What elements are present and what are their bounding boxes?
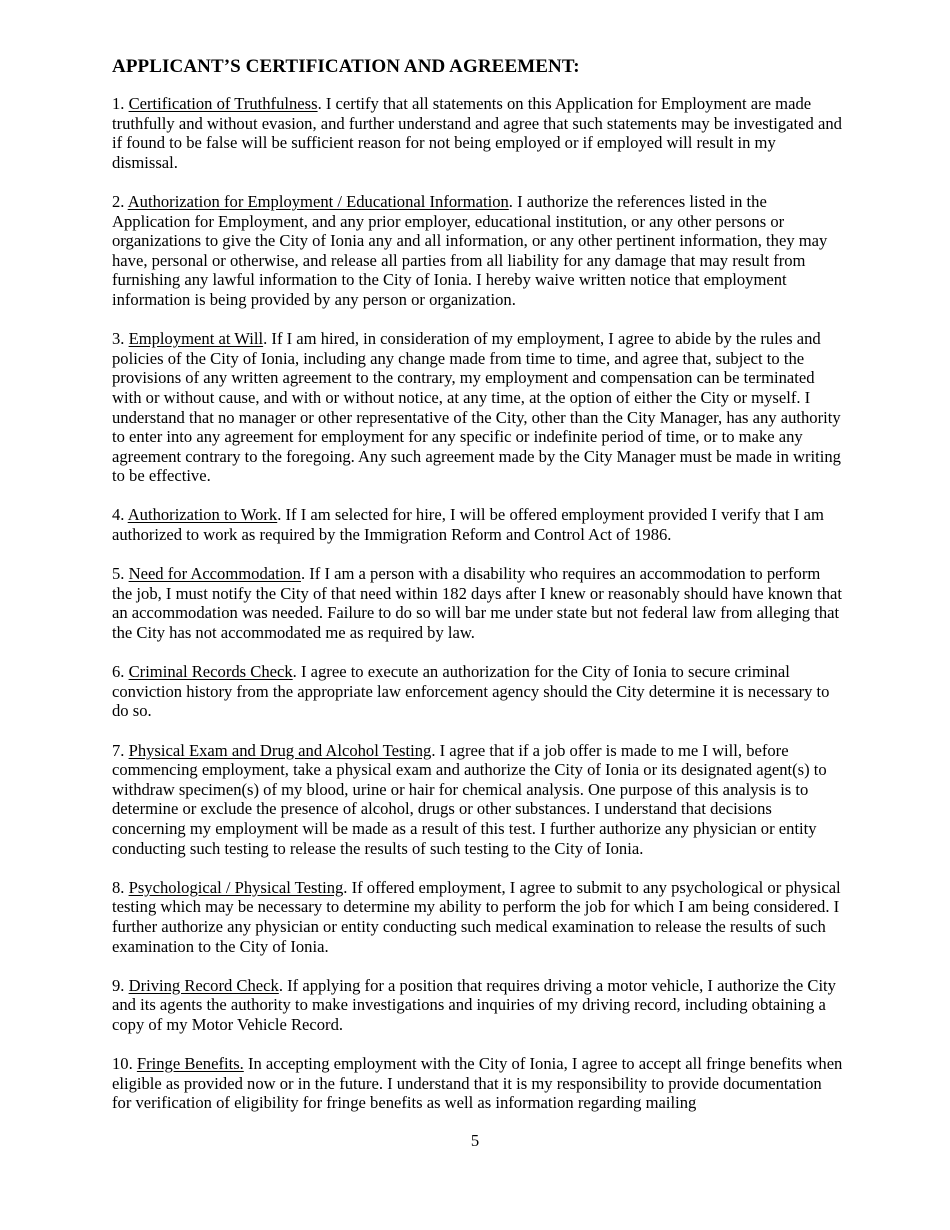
clause-title: Criminal Records Check (128, 662, 293, 682)
clause-4 (112, 505, 844, 544)
clause-title: Fringe Benefits. (136, 1054, 244, 1074)
clause-body: If offered employment, I agree to submit to any psychological or physical testing which may be necessary to determine my ability to perform the job for which I am being considered. I further authorize any physician or entity conducting such medical examination to release the results of such examination to the City of Ionia. (112, 877, 841, 956)
clause-number: 7. (112, 740, 129, 760)
clause-number: 5. (112, 564, 129, 584)
clause-body: If I am selected for hire, I will be offered employment provided I verify that I am authorized to work as required by the Immigration Reform and Control Act of 1986. (112, 505, 824, 545)
clause-6 (112, 662, 844, 721)
clause-body: In accepting employment with the City of Ionia, I agree to accept all fringe benefits when eligible as provided now or in the future. I understand that it is my responsibility to provide documentation for verification of eligibility for fringe benefits as well as information regarding mailing (112, 1054, 843, 1113)
clause-title-suffix: . (277, 505, 282, 525)
clause-title-suffix: . (343, 877, 348, 897)
clause-title-suffix: . (292, 662, 297, 682)
clause-number: 2. (112, 191, 128, 211)
clause-title: Psychological / Physical Testing (128, 877, 344, 897)
clause-title: Employment at Will (128, 329, 264, 349)
document-page (112, 55, 844, 1132)
clause-9 (112, 976, 844, 1035)
clause-title-suffix: . (508, 191, 513, 211)
clause-number: 1. (112, 94, 129, 113)
clause-title-suffix: . (278, 975, 283, 995)
clause-body: If applying for a position that requires driving a motor vehicle, I authorize the City and its agents the authority to make investigations and inquiries of my driving record, including obtaining a copy of my Motor Vehicle Record. (112, 975, 836, 1034)
clause-number: 4. (112, 505, 128, 525)
clause-title-suffix: . (431, 740, 436, 760)
clause-body: If I am hired, in consideration of my employment, I agree to abide by the rules and policies of the City of Ionia, including any change made from time to time, and agree that, subject to the provisions of any written agreement to the contrary, my employment and compensation can be terminated with or without cause, and with or without notice, at any time, at the option of either the City or myself. I understand that no manager or other representative of the City, other than the City Manager, has any authority to enter into any agreement for employment for any specific or indefinite period of time, or to make any agreement contrary to the foregoing. Any such agreement made by the City Manager must be made in writing to be effective. (112, 329, 841, 486)
clause-title: Authorization to Work (127, 505, 278, 525)
clause-7 (112, 741, 844, 859)
clause-body: I agree to execute an authorization for the City of Ionia to secure criminal conviction history from the appropriate law enforcement agency should the City determine it is necessary to do so. (112, 662, 830, 721)
clause-number: 9. (112, 975, 129, 995)
clause-title-suffix: . (300, 564, 306, 584)
clause-number: 6. (112, 662, 129, 682)
clause-5 (112, 564, 844, 642)
page-heading: APPLICANT’S CERTIFICATION AND AGREEMENT: (112, 56, 580, 77)
clause-1 (112, 94, 844, 172)
clause-body: I certify that all statements on this Application for Employment are made truthfully and without evasion, and further understand and agree that such statements may be investigated and if found to be false will be sufficient reason for not being employed or if employed will result in my dismissal. (112, 94, 842, 172)
clause-10 (112, 1054, 844, 1113)
clause-title: Need for Accommodation (128, 564, 301, 584)
clause-title: Authorization for Employment / Educational Information (127, 191, 509, 211)
clause-title: Driving Record Check (128, 975, 279, 995)
clause-title-suffix: . (263, 329, 268, 349)
clause-2 (112, 192, 844, 310)
clause-title: Certification of Truthfulness (128, 94, 318, 113)
clause-title-suffix: . (317, 94, 322, 113)
clause-number: 3. (112, 329, 129, 349)
clause-body: If I am a person with a disability who requires an accommodation to perform the job, I must notify the City of that need within 182 days after I knew or reasonably should have known that an accommodation was needed. Failure to do so will bar me under state but not federal law from alleging that the City has not accommodated me as required by law. (112, 564, 842, 643)
clause-8 (112, 878, 844, 956)
clause-number: 8. (112, 877, 129, 897)
clause-3 (112, 329, 844, 486)
clause-number: 10. (112, 1054, 137, 1074)
page-number: 5 (470, 1131, 480, 1150)
clause-body: I agree that if a job offer is made to me I will, before commencing employment, take a physical exam and authorize the City of Ionia or its designated agent(s) to withdraw specimen(s) of my blood, urine or hair for chemical analysis. One purpose of this analysis is to determine or exclude the presence of alcohol, drugs or other substances. I understand that decisions concerning my employment will be made as a result of this test. I further authorize any physician or entity conducting such testing to release the results of such testing to the City of Ionia. (112, 740, 827, 858)
clause-title: Physical Exam and Drug and Alcohol Testing (128, 740, 432, 760)
clause-body: I authorize the references listed in the Application for Employment, and any prior employer, educational institution, or any other persons or organizations to give the City of Ionia any and all information, or any other pertinent information, they may have, personal or otherwise, and release all parties from all liability for any damage that may result from furnishing any lawful information to the City of Ionia. I hereby waive written notice that employment information is being provided by any person or organization. (112, 191, 828, 309)
